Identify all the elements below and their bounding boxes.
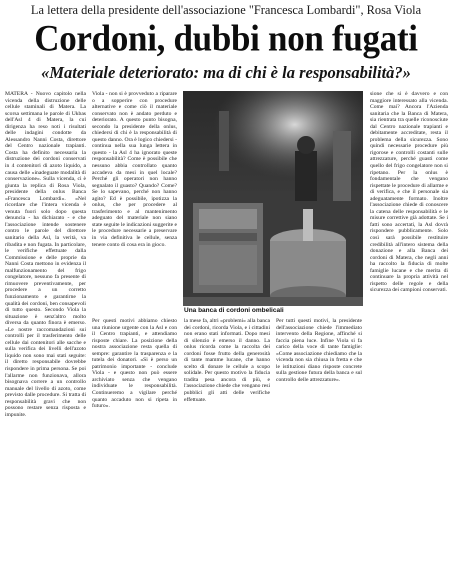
article-column-2b (92, 318, 177, 579)
article-column-3 (184, 318, 270, 579)
photo-image (183, 91, 363, 306)
kicker: La lettera della presidente dell'associazione "Francesca Lombardi", Rosa Viola (30, 3, 422, 17)
article-column-4 (276, 318, 362, 579)
article-column-5 (370, 91, 448, 579)
headline: Cordoni, dubbi non fugati (34, 18, 418, 59)
column-1-text: MATERA - Nuovo capitolo nella vicenda della distruzione delle cellule staminali di Matera. La scorsa settimana le parole di Ukbas dell'Asl 4 di Matera, la cui dirigenza ha reso noti i risultati delle indagini condotte da Alessandro Nanni Costa, direttore del Centro nazionale trapianti. Costa ha definito necessaria la distruzione dei cordoni conservati in 4 contenitori di azoto liquido, a causa delle «inadeguate modalità di conservazione». Sulla vicenda, ci è giunta la replica di Rosa Viola, presidente della onlus Banca «Francesca Lombardi». «Nel ricordare che l'intera vicenda è venuta fuori solo dopo questa denuncia - ha dichiarato - e che l'associazione intende sostenere contro le parole del direttore sanitario della Asl, la verità, va ribadita e non fugata. In particolare, le verifiche effettuate dalla Commissione e delle proprie da Nanni Costa mettono in evidenza il malfunzionamento del frigo congelatore, nessuno fa presente di rimuovere preventivamente, per procedere a un corretto funzionamento e garantirne la qualità dei cordoni, ben consapevoli di tutto questo. Secondo Viola la situazione è senz'altro molto diversa da quanto finora è emerso. «Le nostre raccomandazioni sui controlli per il trasferimento delle cellule dai contenitori alle sacche e sulla verifica dei livelli dell'azoto liquido non sono mai stati seguite: il diretto responsabile dovrebbe rispondere in prima persona. Se poi l'allarme non funzionava, allora bisognava correre a un controllo manuale del livello di azoto, come previsto dalle procedure. Si tratta di responsabilità gravi che non possono restare senza risposta e impunite. (5, 91, 86, 418)
photo (183, 91, 363, 306)
column-2-text: Viola - non si è provveduto a riparare o a sopperire con procedure alternative e come ciò il materiale conservato non è andato perduto e deteriorato. A questo punto bisogna, secondo la presidente della onlus, chiedersi di chi è la responsabilità di questo danno. Ora è logico chiedersi - continua nella sua lunga lettera in questo - la Asl 4 ha ignorato queste responsabilità? Come è possibile che nessuno abbia controllato quanto accadeva da mesi in quel locale? Perché gli operatori non hanno segnalato il guasto? Quando? Come? Se lo sapevano, perché non hanno agito? Ed è possibile, ipotizza la onlus, che per procedere al trasferimento e al mantenimento adeguato del materiale non siano state seguite le indicazioni suggerite e le procedure necessarie a preservare in via definitiva le cellule, senza tenere conto di cosa era in gioco. (92, 91, 177, 248)
article-column-2 (92, 91, 177, 313)
column-5-text: sione che si è davvero e con maggiore interessato alla vicenda. Come mai? Ancora l'Azienda sanitaria che la Banca di Matera, sia rientrata tra quelle riconosciute dal Centro nazionale trapianti e debitamente accreditate, resta il problema della sicurezza. Sono quindi necessarie procedure più rigorose e controlli costanti sulle attrezzature, perché guasti come quello del frigo congelatore non si ripetano. Per la onlus è fondamentale che vengano rispettate le procedure di allarme e di verifica, e che il personale sia adeguatamente formato. Inoltre l'associazione chiede di conoscere la catena delle responsabilità e le misure correttive già adottate. Se i fatti sono accertati, la Asl dovrà rispondere pubblicamente. Solo così sarà possibile restituire credibilità all'intero sistema della donazione e alla Banca dei cordoni di Matera, che negli anni ha raccolto la fiducia di molte famiglie lucane e che merita di continuare la propria attività nel rispetto delle regole e della sicurezza dei campioni conservati. (370, 91, 448, 294)
column-2b-text: Per questi motivi abbiamo chiesto una riunione urgente con la Asl e con il Centro trapianti, e attendiamo risposte chiare. La posizione della nostra associazione resta quella di sempre: garantire la trasparenza e la tutela dei donatori. «Si è perso un patrimonio importante - conclude Viola - e questo non può essere archiviato senza che vengano individuate le responsabilità. Continueremo a vigilare perché quanto accaduto non si ripeta in futuro». (92, 318, 177, 410)
column-3-text: la mese fa, altri «problemi» alla banca dei cordoni, ricorda Viola, e i cittadini non erano stati informati. Dopo mesi di silenzio è emerso il danno. La onlus ricorda come la raccolta dei cordoni fosse frutto della generosità di tante mamme lucane, che hanno scelto di donare le cellule a scopo solidale. Per questo motivo la fiducia tradita pesa ancora di più, e l'associazione chiede che vengano resi pubblici gli atti delle verifiche effettuate. (184, 318, 270, 403)
photo-caption: Una banca di cordoni ombelicali (184, 307, 284, 314)
article-column-1 (5, 91, 86, 579)
subhead: «Materiale deteriorato: ma di chi è la responsabilità?» (41, 63, 411, 82)
column-4-text: Per tutti questi motivi, la presidente dell'associazione chiede l'immediato intervento della Regione, affinché si faccia piena luce. Infine Viola si fa carico della voce di tante famiglie: «Come associazione chiediamo che la vicenda non sia chiusa in fretta e che le istituzioni diano risposte concrete sulla gestione futura della banca e sul controllo delle attrezzature». (276, 318, 362, 383)
